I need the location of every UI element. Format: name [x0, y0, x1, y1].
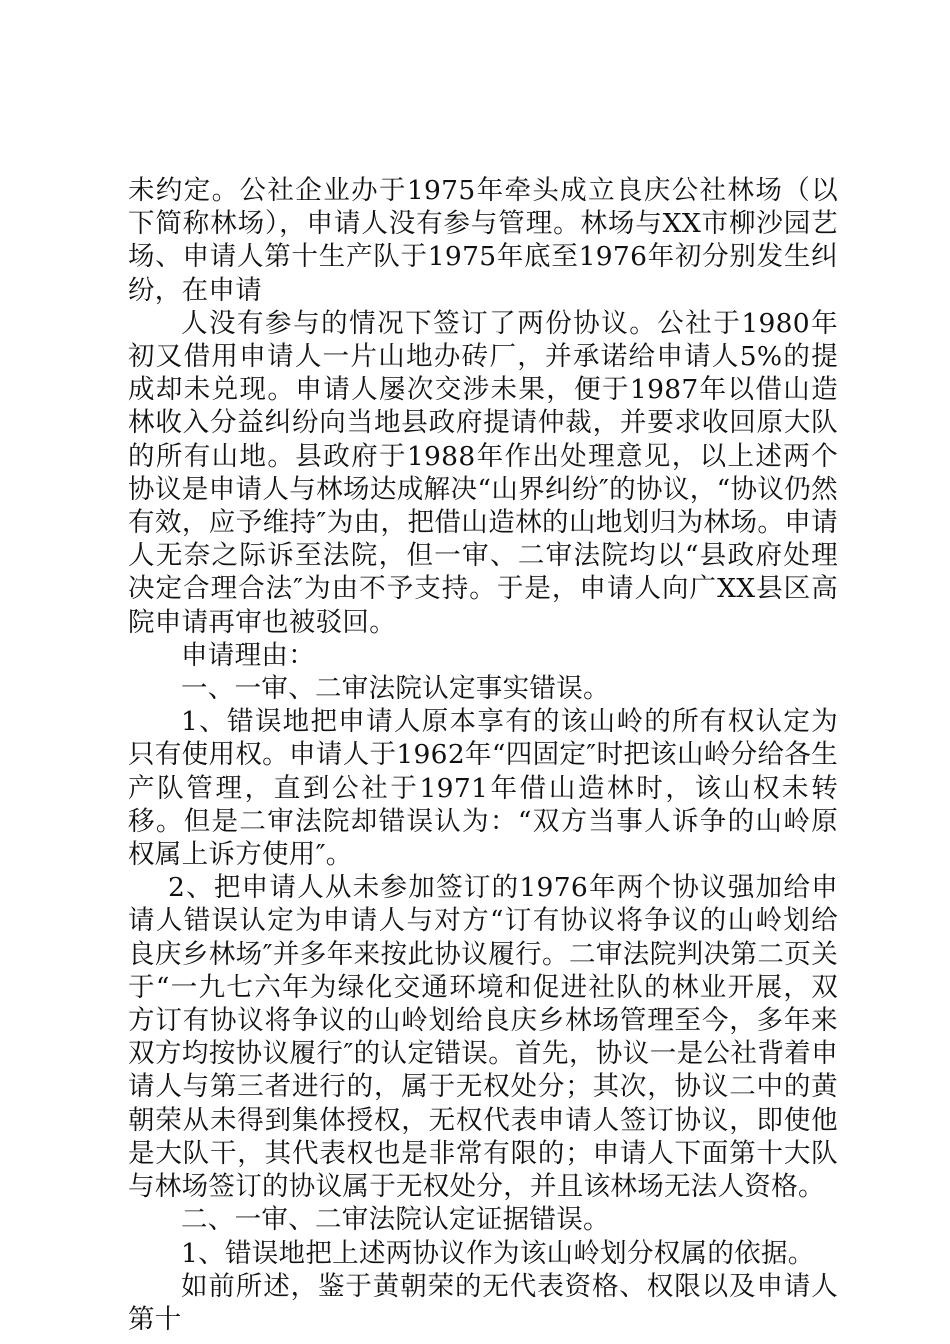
- paragraph-section-one-heading: 一、一审、二审法院认定事实错误。: [181, 673, 610, 705]
- paragraph-evidence-point-1: 1、错误地把上述两协议作为该山岭划分权属的依据。: [181, 1237, 815, 1269]
- paragraph-reasons-heading: 申请理由：: [181, 639, 315, 671]
- paragraph-point-2-agreements: 2、把申请人从未参加签订的1976年两个协议强加给申请人错误认定为申请人与对方“订有协议将争议的山岭划给良庆乡林场″并多年来按此协议履行。二审法院判决第二页关于“一九七六年为绿化交通环境和促进社队的林业开展，双方订有协议将争议的山岭划给良庆乡林场管理至今，多年来双方均按协议履行″的认定错误。首先，协议一是公社背着申请人与第三者进行的，属于无权处分；其次，协议二中的黄朝荣从未得到集体授权，无权代表申请人签订协议，即使他是大队干，其代表权也是非常有限的；申请人下面第十大队与林场签订的协议属于无权处分，并且该林场无法人资格。: [128, 872, 838, 1203]
- paragraph-point-1-ownership: 1、错误地把申请人原本享有的该山岭的所有权认定为只有使用权。申请人于1962年“四固定″时把该山岭分给各生产队管理，直到公社于1971年借山造林时，该山权未转移。但是二审法院却错误认为：“双方当事人诉争的山岭原权属上诉方使用″。: [128, 706, 838, 871]
- paragraph-section-two-heading: 二、一审、二审法院认定证据错误。: [181, 1204, 610, 1236]
- paragraph-continued-background: 未约定。公社企业办于1975年牵头成立良庆公社林场（以下简称林场），申请人没有参与管理。林场与XX市柳沙园艺场、申请人第十生产队于1975年底至1976年初分别发生纠纷，在申请: [128, 175, 838, 306]
- paragraph-as-stated-before: 如前所述，鉴于黄朝荣的无代表资格、权限以及申请人第十: [128, 1270, 838, 1335]
- paragraph-background-details: 人没有参与的情况下签订了两份协议。公社于1980年初又借用申请人一片山地办砖厂，并承诺给申请人5%的提成却未兑现。申请人屡次交涉未果，便于1987年以借山造林收入分益纠纷向当地县政府提请仲裁，并要求收回原大队的所有山地。县政府于1988年作出处理意见，以上述两个协议是申请人与林场达成解决“山界纠纷″的协议，“协议仍然有效，应予维持″为由，把借山造林的山地划归为林场。申请人无奈之际诉至法院，但一审、二审法院均以“县政府处理决定合理合法″为由不予支持。于是，申请人向广XX县区高院申请再审也被驳回。: [128, 307, 838, 638]
- document-body: [128, 174, 838, 1336]
